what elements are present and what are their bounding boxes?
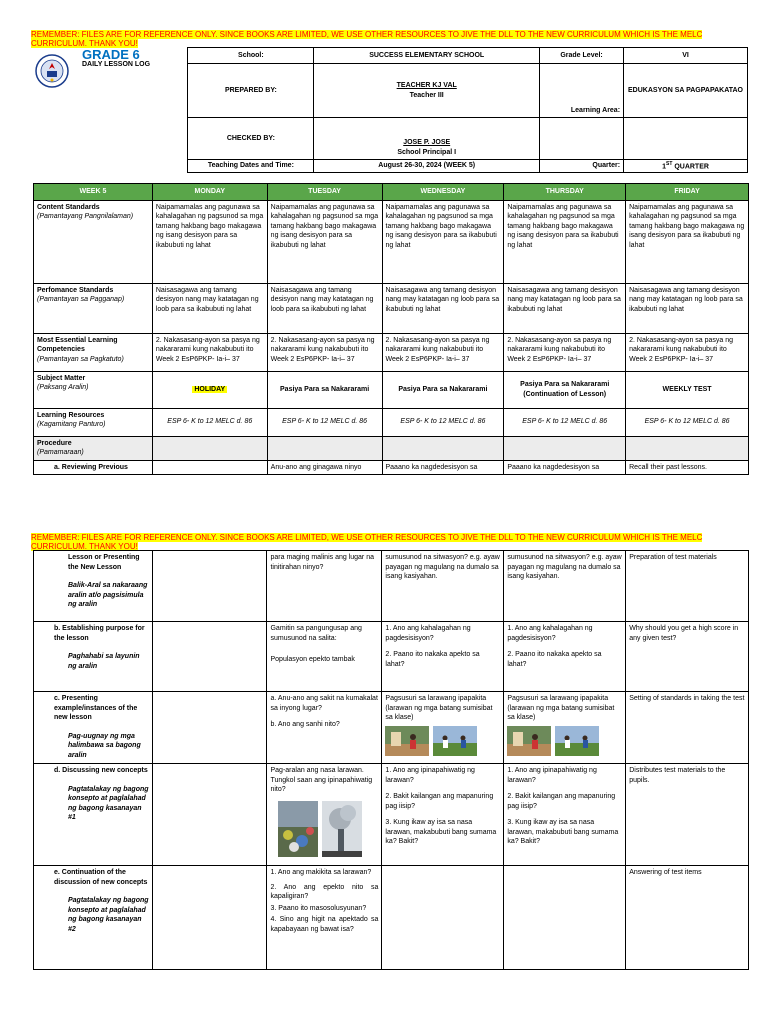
- checked-label: CHECKED BY:: [188, 118, 314, 160]
- quarter-label: Quarter:: [540, 160, 624, 173]
- learning-area-label: Learning Area:: [540, 64, 624, 118]
- grade-title: GRADE 6: [82, 46, 140, 62]
- reviewing-row: a. Reviewing Previous Anu-ano ang ginagawa ninyo Paaano ka nagdedesisyon sa Paaano ka nagdedesisyon sa Recall their past lessons.: [34, 460, 749, 475]
- thursday-header: THURSDAY: [504, 184, 626, 201]
- discussing-concepts-row: d. Discussing new concepts Pagtatalakay ng bagong konsepto at paglalahad ng bagong kasanayan #1 Pag-aralan ang nasa larawan. Tungkol saan ang ipinapahiwatig nito? 1. Ano ang ipinapahiwatig ng larawan? 2. Bakit kailangan ang mapanuring pag iisip? 3. Kung ikaw ay isa sa nasa larawan, makabubuti bang sumama ka? Bakit? 1. Ano ang ipinapahiwatig ng larawan? 2. Bakit kailangan ang mapanuring pag iisip? 3. Kung ikaw ay isa sa nasa larawan, makabubuti bang sumama ka? Bakit? Distributes test materials to the pupils.: [34, 764, 749, 866]
- reminder-banner-page2: REMEMBER: FILES ARE FOR REFERENCE ONLY. SINCE BOOKS ARE LIMITED, WE USE OTHER RESOURCES TO JIVE THE DLL TO THE NEW CURRICULUM WHICH IS THE MELC CURRICULUM. THANK YOU!: [31, 533, 703, 551]
- grade-level-value: VI: [624, 48, 748, 64]
- students-running-photo-icon: [433, 726, 477, 756]
- prepared-label: PREPARED BY:: [188, 64, 314, 118]
- presenting-examples-row: c. Presenting example/instances of the new lesson Pag-uugnay ng mga halimbawa sa bagong aralin a. Anu-ano ang sakit na kumakalat sa inyong lugar? b. Ano ang sanhi nito? Pagsusuri sa larawang ipapakita (larawan ng mga batang sumisibat sa klase) Pagsusuri sa larawang ipapakita (larawan ng mga batang sumisibat sa klase) Setting of standards in taking the test: [34, 692, 749, 764]
- monday-header: MONDAY: [152, 184, 267, 201]
- content-standards-row: Content Standards (Pamantayang Pangnilalaman) Naipamamalas ang pagunawa sa kahalagahan ng pagsunod sa mga tamang hakbang bago makagawa ng isang desisyon para sa ikabubuti ng lahat Naipamamalas ang pagunawa sa kahalagahan ng pagsunod sa mga tamang hakbang bago makagawa ng isang desisyon para sa ikabubuti ng lahat Naipamamalas ang pagunawa sa kahalagahan ng pagsunod sa mga tamang hakbang bago makagawa ng isang desisyon para sa ikabubuti ng lahat Naipamamalas ang pagunawa sa kahalagahan ng pagsunod sa mga tamang hakbang bago makagawa ng isang desisyon para sa ikabubuti ng lahat Naipamamalas ang pagunawa sa kahalagahan ng pagsunod sa mga tamang hakbang bago makagawa ng isang desisyon para sa ikabubuti ng lahat: [34, 200, 749, 283]
- prepared-name: TEACHER KJ VAL: [396, 82, 457, 89]
- students-photo-icon: [507, 726, 551, 756]
- learning-area-value: EDUKASYON SA PAGPAPAKATAO: [624, 64, 748, 118]
- quarter-value: 1ST QUARTER: [624, 160, 748, 173]
- students-picture-pair-thu: [507, 726, 622, 756]
- garbage-pollution-photo-icon: [278, 801, 318, 857]
- school-value: SUCCESS ELEMENTARY SCHOOL: [314, 48, 540, 64]
- lesson-table-page1: [33, 183, 749, 475]
- tuesday-header: TUESDAY: [267, 184, 382, 201]
- continuation-discussion-row: e. Continuation of the discussion of new concepts Pagtatalakay ng bagong konsepto at paglalahad ng bagong kasanayan #2 1. Ano ang makikita sa larawan? 2. Ano ang epekto nito sa kapaligiran? 3. Paano ito masosolusyunan? 4. Sino ang higit na apektado sa kapabayaan ng bawat isa? Answering of test items: [34, 866, 749, 970]
- log-title: DAILY LESSON LOG: [82, 61, 151, 68]
- establishing-purpose-row: b. Establishing purpose for the lesson Paghahabi sa layunin ng aralin Gamitin sa pangungusap ang sumusunod na salita: Populasyon epekto tambak 1. Ano ang kahalagahan ng pagdesisisyon? 2. Paano ito nakaka apekto sa lahat? 1. Ano ang kahalagahan ng pagdesisisyon? 2. Paano ito nakaka apekto sa lahat? Why should you get a high score in any given test?: [34, 622, 749, 692]
- subject-matter-row: Subject Matter (Paksang Aralin) HOLIDAY Pasiya Para sa Nakararami Pasiya Para sa Nakararami Pasiya Para sa Nakararami (Continuation of Lesson) WEEKLY TEST: [34, 371, 749, 408]
- school-label: School:: [188, 48, 314, 64]
- day-header-row: [34, 184, 749, 201]
- melc-row: Most Essential Learning Competencies (Pamantayan sa Pagkatuto) 2. Nakasasang-ayon sa pasya ng nakararami kung nakabubuti ito Week 2 EsP6PKP- Ia-i– 37 2. Nakasasang-ayon sa pasya ng nakararami kung nakabubuti ito Week 2 EsP6PKP- Ia-i– 37 2. Nakasasang-ayon sa pasya ng nakararami kung nakabubuti ito Week 2 EsP6PKP- Ia-i– 37 2. Nakasasang-ayon sa pasya ng nakararami kung nakabubuti ito Week 2 EsP6PKP- Ia-i– 37 2. Nakasasang-ayon sa pasya ng nakararami kung nakabubuti ito Week 2 EsP6PKP- Ia-i– 37: [34, 333, 749, 371]
- students-running-photo-icon: [555, 726, 599, 756]
- holiday-badge: HOLIDAY: [194, 385, 226, 393]
- students-picture-pair: [385, 726, 500, 756]
- friday-header: FRIDAY: [626, 184, 749, 201]
- performance-standards-row: Perfomance Standards (Pamantayan sa Pagganap) Naisasagawa ang tamang desisyon nang may katatagan ng loob para sa ikabubuti ng lahat Naisasagawa ang tamang desisyon nang may katatagan ng loob para sa ikabubuti ng lahat Naisasagawa ang tamang desisyon nang may katatagan ng loob para sa ikabubuti ng lahat Naisasagawa ang tamang desisyon nang may katatagan ng loob para sa ikabubuti ng lahat Naisasagawa ang tamang desisyon nang may katatagan ng loob para sa ikabubuti ng lahat: [34, 283, 749, 333]
- header-table: [32, 47, 748, 173]
- students-photo-icon: [385, 726, 429, 756]
- checked-name: JOSE P. JOSE: [403, 139, 451, 146]
- wednesday-header: WEDNESDAY: [382, 184, 504, 201]
- week-header: WEEK 5: [34, 184, 153, 201]
- smoke-pollution-photo-icon: [322, 801, 362, 857]
- reviewing-continuation-row: Lesson or Presenting the New Lesson Balik-Aral sa nakaraang aralin at/o pagsisimula ng aralin para maging malinis ang lugar na tinitirahan ninyo? sumusunod na sitwasyon? e.g. ayaw payagan ng magulang na dumalo sa isang kasiyahan. sumusunod na sitwasyon? e.g. ayaw payagan ng magulang na dumalo sa isang kasiyahan. Preparation of test materials: [34, 551, 749, 622]
- reminder-banner: REMEMBER: FILES ARE FOR REFERENCE ONLY. SINCE BOOKS ARE LIMITED, WE USE OTHER RESOURCES TO JIVE THE DLL TO THE NEW CURRICULUM WHICH IS THE MELC CURRICULUM. THANK YOU!: [31, 30, 703, 48]
- grade-level-label: Grade Level:: [540, 48, 624, 64]
- checked-title: School Principal I: [397, 148, 457, 156]
- lesson-table-page2: [33, 550, 749, 970]
- prepared-title: Teacher III: [409, 91, 444, 99]
- dates-label: Teaching Dates and Time:: [188, 160, 314, 173]
- learning-resources-row: Learning Resources (Kagamitang Panturo) ESP 6- K to 12 MELC d. 86 ESP 6- K to 12 MELC d. 86 ESP 6- K to 12 MELC d. 86 ESP 6- K to 12 MELC d. 86 ESP 6- K to 12 MELC d. 86: [34, 408, 749, 436]
- procedure-row: Procedure (Pamamaraan): [34, 436, 749, 460]
- pollution-picture-pair: [278, 801, 378, 857]
- dates-value: August 26-30, 2024 (WEEK 5): [314, 160, 540, 173]
